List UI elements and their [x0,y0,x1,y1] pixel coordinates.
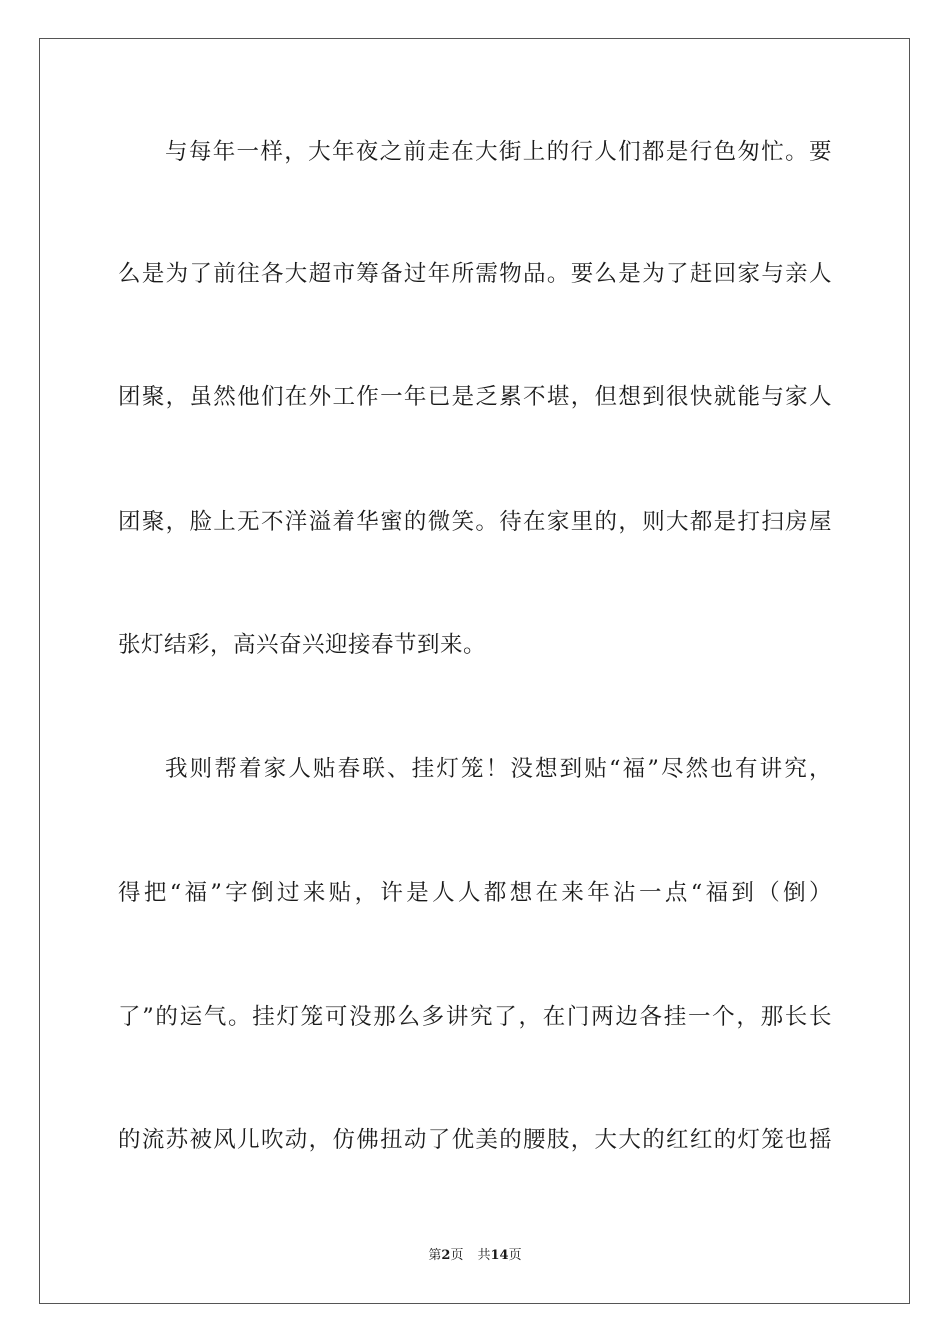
paragraph-2-line-1: 我则帮着家人贴春联、挂灯笼！没想到贴“福”尽然也有讲究， [165,756,832,782]
paragraph-1-line-4: 团聚，脸上无不洋溢着华蜜的微笑。待在家里的，则大都是打扫房屋 [118,509,832,535]
total-prefix: 共 [477,1248,491,1263]
paragraph-1-line-3: 团聚，虽然他们在外工作一年已是乏累不堪，但想到很快就能与家人 [118,384,832,410]
page-number: 2 [441,1248,451,1263]
total-pages: 14 [490,1248,509,1263]
paragraph-2-line-3: 了”的运气。挂灯笼可没那么多讲究了，在门两边各挂一个，那长长 [118,1004,832,1030]
paragraph-2-line-2: 得把“福”字倒过来贴，许是人人都想在来年沾一点“福到（倒） [118,880,832,906]
total-suffix: 页 [508,1248,522,1263]
page-suffix: 页 [450,1248,464,1263]
page-footer [0,1247,950,1265]
paragraph-1-line-2: 么是为了前往各大超市筹备过年所需物品。要么是为了赶回家与亲人 [118,261,832,287]
paragraph-1-line-5: 张灯结彩，高兴奋兴迎接春节到来。 [118,632,487,658]
paragraph-2-line-4: 的流苏被风儿吹动，仿佛扭动了优美的腰肢，大大的红红的灯笼也摇 [118,1127,832,1153]
page-prefix: 第 [428,1248,442,1263]
page-border [39,38,910,1304]
paragraph-1-line-1: 与每年一样，大年夜之前走在大街上的行人们都是行色匆忙。要 [165,139,832,165]
